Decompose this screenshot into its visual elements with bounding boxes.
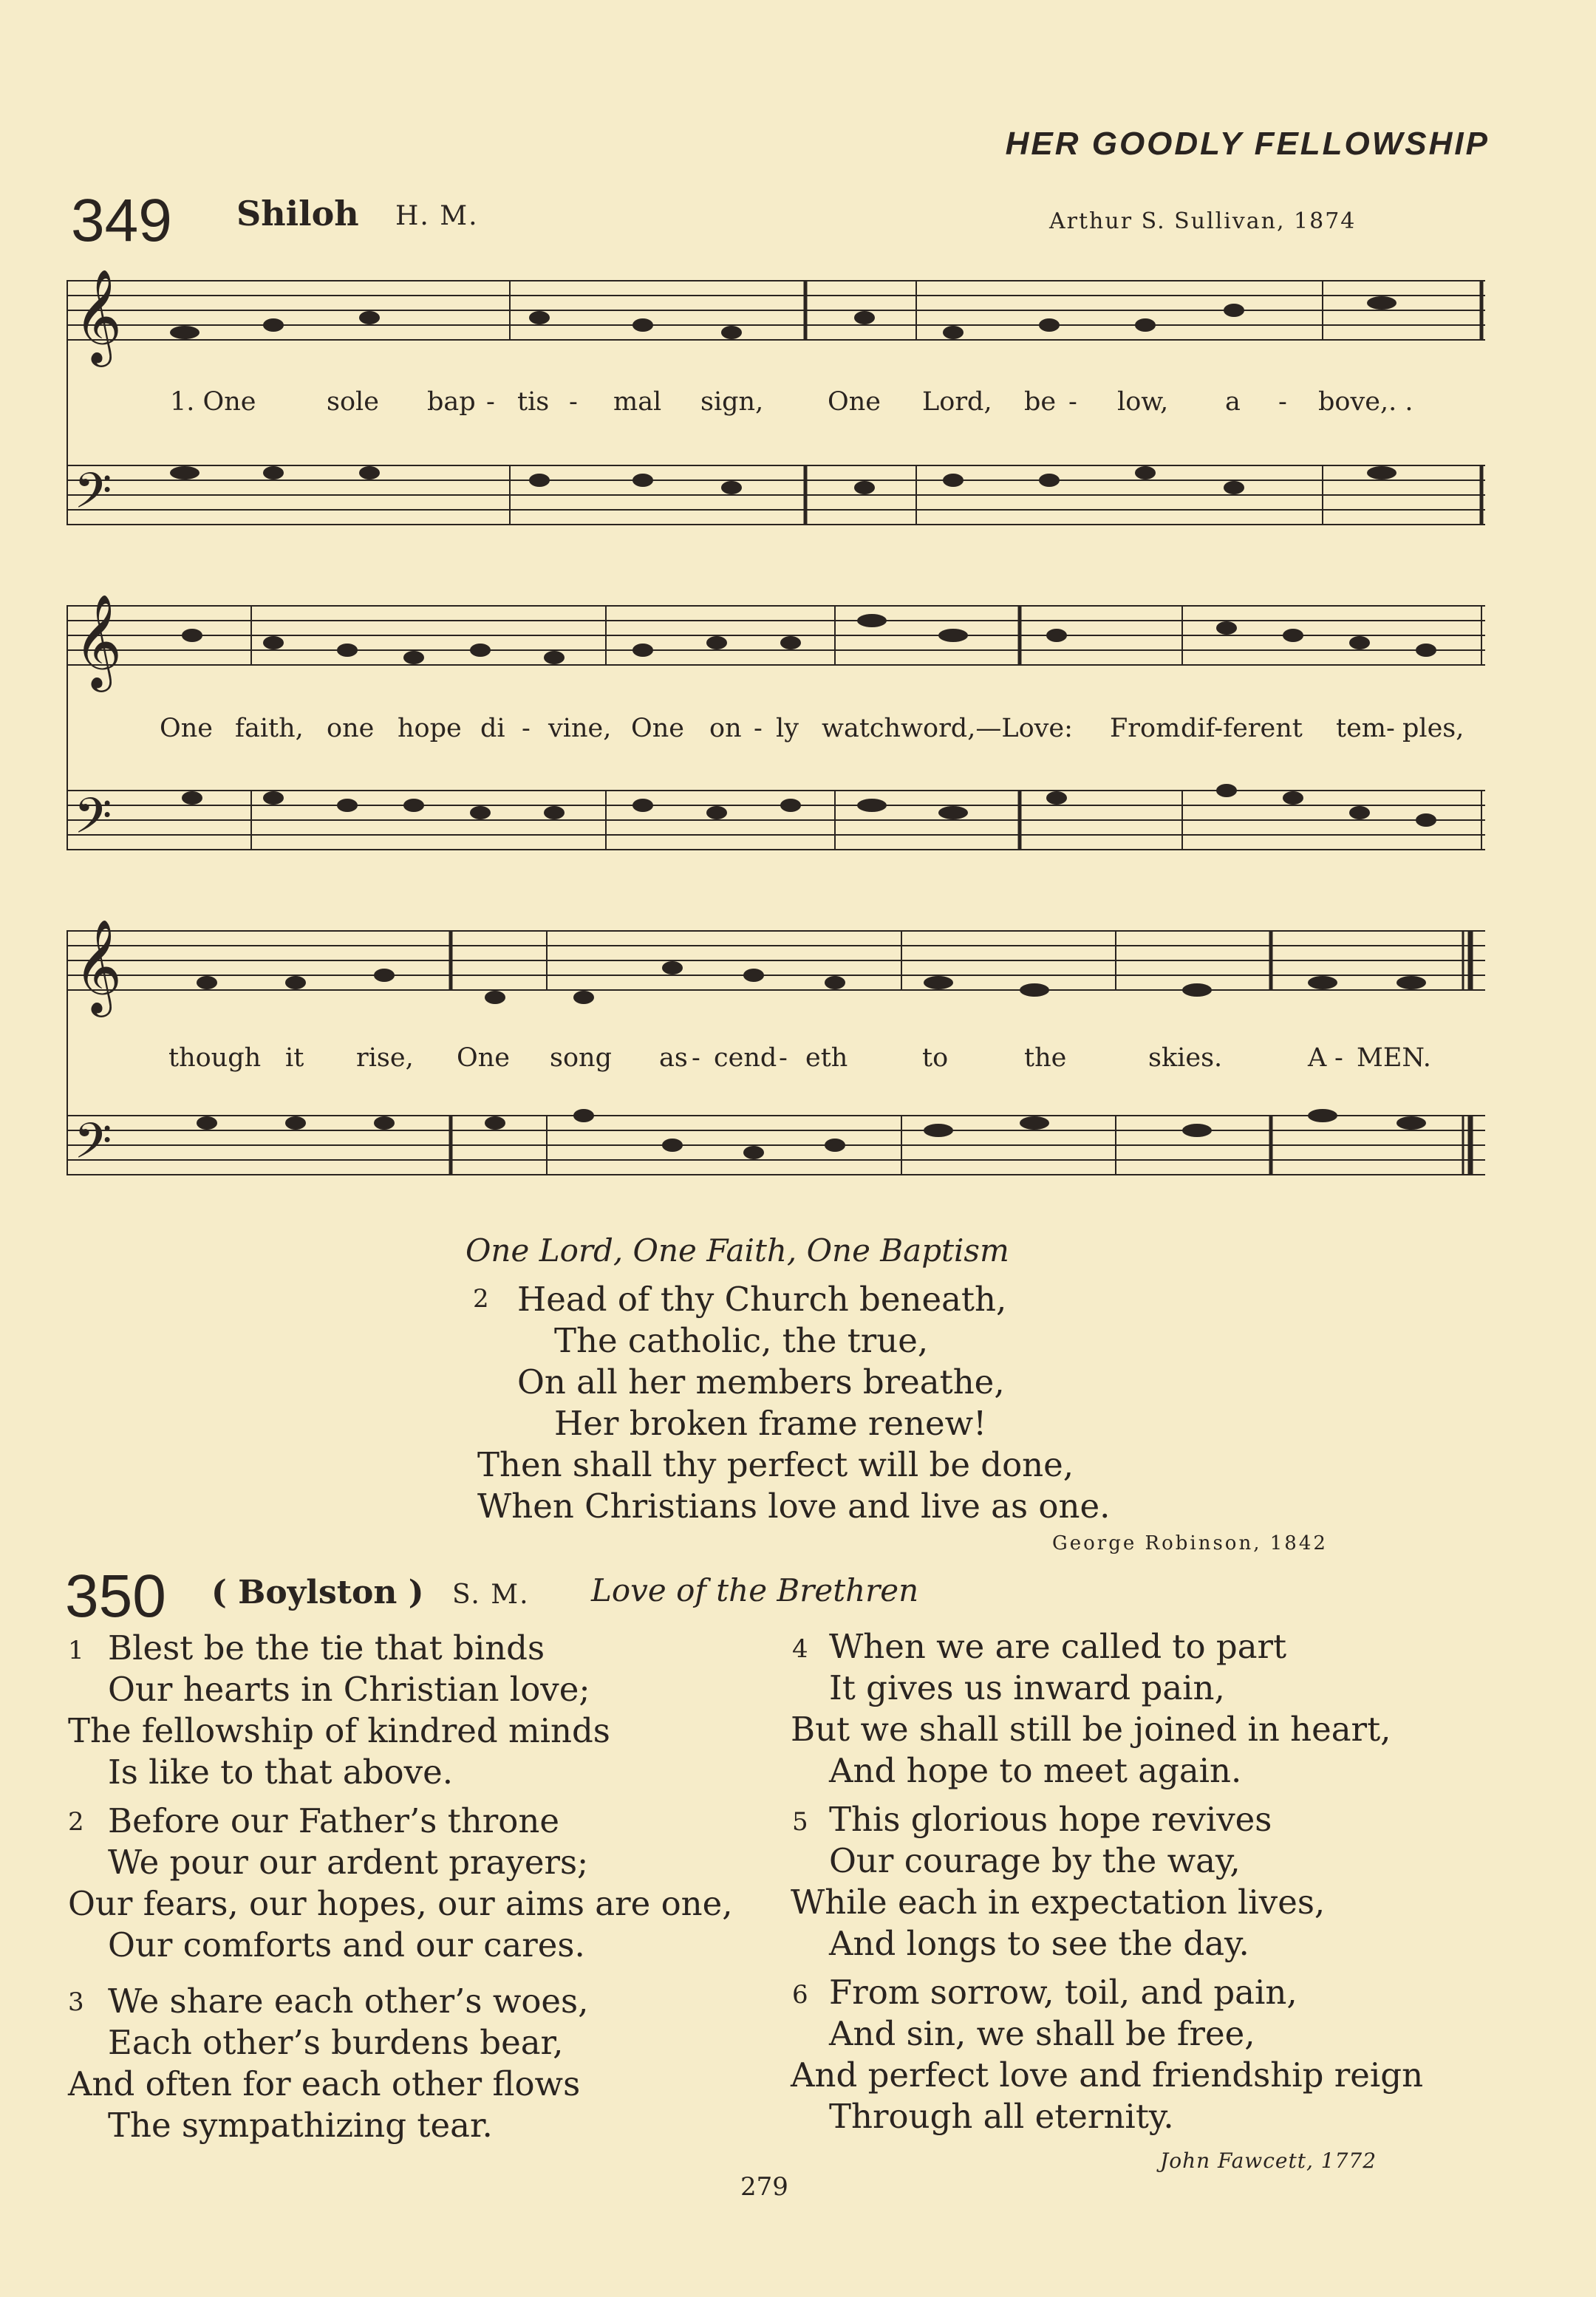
lyric-syllable: be <box>1024 387 1057 417</box>
lyric-syllable: 1. One <box>170 387 256 417</box>
lyric-syllable: bap <box>427 387 476 417</box>
hymn-350-title: Love of the Brethren <box>591 1572 919 1608</box>
lyric-syllable: song <box>550 1043 612 1073</box>
stanza-number: 1 <box>68 1636 84 1665</box>
lyric-syllable: the <box>1024 1043 1067 1073</box>
stanza-number: 2 <box>68 1807 84 1837</box>
lyric-syllable: faith, <box>235 714 304 743</box>
hymn-349-number: 349 <box>71 187 172 254</box>
stanza-line: Before our Father’s throne <box>108 1801 559 1840</box>
stanza-number: 5 <box>792 1807 808 1837</box>
lyric-syllable: One <box>457 1043 510 1073</box>
lyric-syllable: - <box>1334 1043 1343 1073</box>
stanza-line: Our courage by the way, <box>829 1841 1241 1880</box>
hymn-349-author: George Robinson, 1842 <box>1052 1532 1328 1554</box>
lyric-syllable: as <box>659 1043 688 1073</box>
stanza-line: Through all eternity. <box>829 2097 1174 2136</box>
lyric-syllable: MEN. <box>1357 1043 1431 1073</box>
lyric-syllable: tis <box>517 387 550 417</box>
lyric-syllable: Lord, <box>922 387 992 417</box>
stanza-number: 3 <box>68 1987 84 2017</box>
stanza-line: And often for each other flows <box>68 2064 581 2103</box>
hymn-349-verse-title: One Lord, One Faith, One Baptism <box>466 1232 1009 1269</box>
stanza-line: While each in expectation lives, <box>791 1883 1326 1922</box>
lyric-syllable: a <box>1225 387 1241 417</box>
lyric-syllable: hope <box>398 714 462 743</box>
stanza-line: From sorrow, toil, and pain, <box>829 1973 1297 2012</box>
stanza-line: The sympathizing tear. <box>108 2106 493 2145</box>
hymn-349-meter: H. M. <box>395 201 479 231</box>
page-number: 279 <box>740 2172 788 2202</box>
hymn-350-author: John Fawcett, 1772 <box>1160 2148 1377 2173</box>
svg-text:𝄢: 𝄢 <box>74 1113 112 1181</box>
stanza-line: This glorious hope revives <box>829 1800 1272 1839</box>
stanza-line: Our fears, our hopes, our aims are one, <box>68 1884 733 1923</box>
lyric-syllable: ly <box>776 714 799 743</box>
stanza-number: 4 <box>792 1634 808 1664</box>
verse-line: Head of thy Church beneath, <box>517 1280 1007 1319</box>
lyric-syllable: dif-ferent <box>1181 714 1303 743</box>
lyric-syllable: rise, <box>356 1043 414 1073</box>
lyric-syllable: From <box>1110 714 1181 743</box>
hymn-349-lyric-line-2 <box>66 714 1485 751</box>
stanza-line: And perfect love and friendship reign <box>791 2055 1424 2095</box>
lyric-syllable: skies. <box>1148 1043 1223 1073</box>
stanza-line: Blest be the tie that binds <box>108 1628 545 1668</box>
hymn-349-lyric-line-1 <box>66 387 1485 424</box>
svg-text:𝄢: 𝄢 <box>74 788 112 856</box>
lyric-syllable: - <box>754 714 763 743</box>
svg-text:𝄢: 𝄢 <box>74 463 112 531</box>
hymn-349-lyric-line-3 <box>66 1043 1485 1080</box>
lyric-syllable: One <box>828 387 881 417</box>
lyric-syllable: low, <box>1117 387 1169 417</box>
verse-line: Her broken frame renew! <box>554 1404 987 1443</box>
svg-text:𝄞: 𝄞 <box>74 918 123 1013</box>
stanza-line: When we are called to part <box>829 1627 1287 1666</box>
lyric-syllable: mal <box>613 387 662 417</box>
stanza-line: It gives us inward pain, <box>829 1668 1225 1707</box>
stanza-line: We share each other’s woes, <box>108 1982 589 2021</box>
stanza-line: We pour our ardent prayers; <box>108 1843 589 1882</box>
lyric-syllable: watchword,—Love: <box>822 714 1073 743</box>
lyric-syllable: - <box>692 1043 700 1073</box>
stanza-line: And longs to see the day. <box>829 1924 1249 1963</box>
hymn-349-composer: Arthur S. Sullivan, 1874 <box>1049 208 1357 234</box>
lyric-syllable: - <box>779 1043 788 1073</box>
lyric-syllable: - <box>569 387 578 417</box>
lyric-syllable: A <box>1308 1043 1327 1073</box>
lyric-syllable: ples, <box>1402 714 1464 743</box>
lyric-syllable: sole <box>327 387 379 417</box>
lyric-syllable: - <box>486 387 495 417</box>
lyric-syllable: sign, <box>700 387 764 417</box>
lyric-syllable: to <box>922 1043 949 1073</box>
lyric-syllable: tem- <box>1336 714 1395 743</box>
svg-text:𝄞: 𝄞 <box>74 593 123 688</box>
lyric-syllable: One <box>160 714 213 743</box>
lyric-syllable: - <box>522 714 531 743</box>
lyric-syllable: one <box>327 714 375 743</box>
verse-number: 2 <box>473 1284 489 1314</box>
stanza-number: 6 <box>792 1980 808 2010</box>
section-title: HER GOODLY FELLOWSHIP <box>1005 126 1490 162</box>
lyric-syllable: on <box>709 714 742 743</box>
lyric-syllable: di <box>480 714 505 743</box>
lyric-syllable: it <box>285 1043 304 1073</box>
lyric-syllable: though <box>168 1043 262 1073</box>
stanza-line: Each other’s burdens bear, <box>108 2023 564 2062</box>
stanza-line: And sin, we shall be free, <box>829 2014 1255 2053</box>
verse-line: When Christians love and live as one. <box>477 1487 1111 1526</box>
hymn-350-tune: ( Boylston ) <box>211 1574 424 1611</box>
stanza-line: But we shall still be joined in heart, <box>791 1710 1391 1749</box>
verse-line: The catholic, the true, <box>554 1321 929 1360</box>
hymn-349-tune: Shiloh <box>236 194 359 233</box>
lyric-syllable: vine, <box>548 714 612 743</box>
hymn-350-number: 350 <box>65 1563 166 1630</box>
lyric-syllable: - <box>1278 387 1287 417</box>
stanza-line: Our hearts in Christian love; <box>108 1670 590 1709</box>
stanza-line: And hope to meet again. <box>829 1751 1242 1790</box>
svg-text:𝄞: 𝄞 <box>74 268 123 363</box>
verse-line: Then shall thy perfect will be done, <box>477 1445 1074 1484</box>
lyric-syllable: - <box>1068 387 1077 417</box>
stanza-line: Our comforts and our cares. <box>108 1925 585 1965</box>
hymn-350-meter: S. M. <box>452 1580 530 1610</box>
verse-line: On all her members breathe, <box>517 1362 1005 1402</box>
lyric-syllable: eth <box>805 1043 848 1073</box>
stanza-line: The fellowship of kindred minds <box>68 1711 610 1750</box>
lyric-syllable: cend <box>714 1043 777 1073</box>
lyric-syllable: bove,. . <box>1318 387 1413 417</box>
stanza-line: Is like to that above. <box>108 1752 454 1792</box>
lyric-syllable: One <box>631 714 684 743</box>
